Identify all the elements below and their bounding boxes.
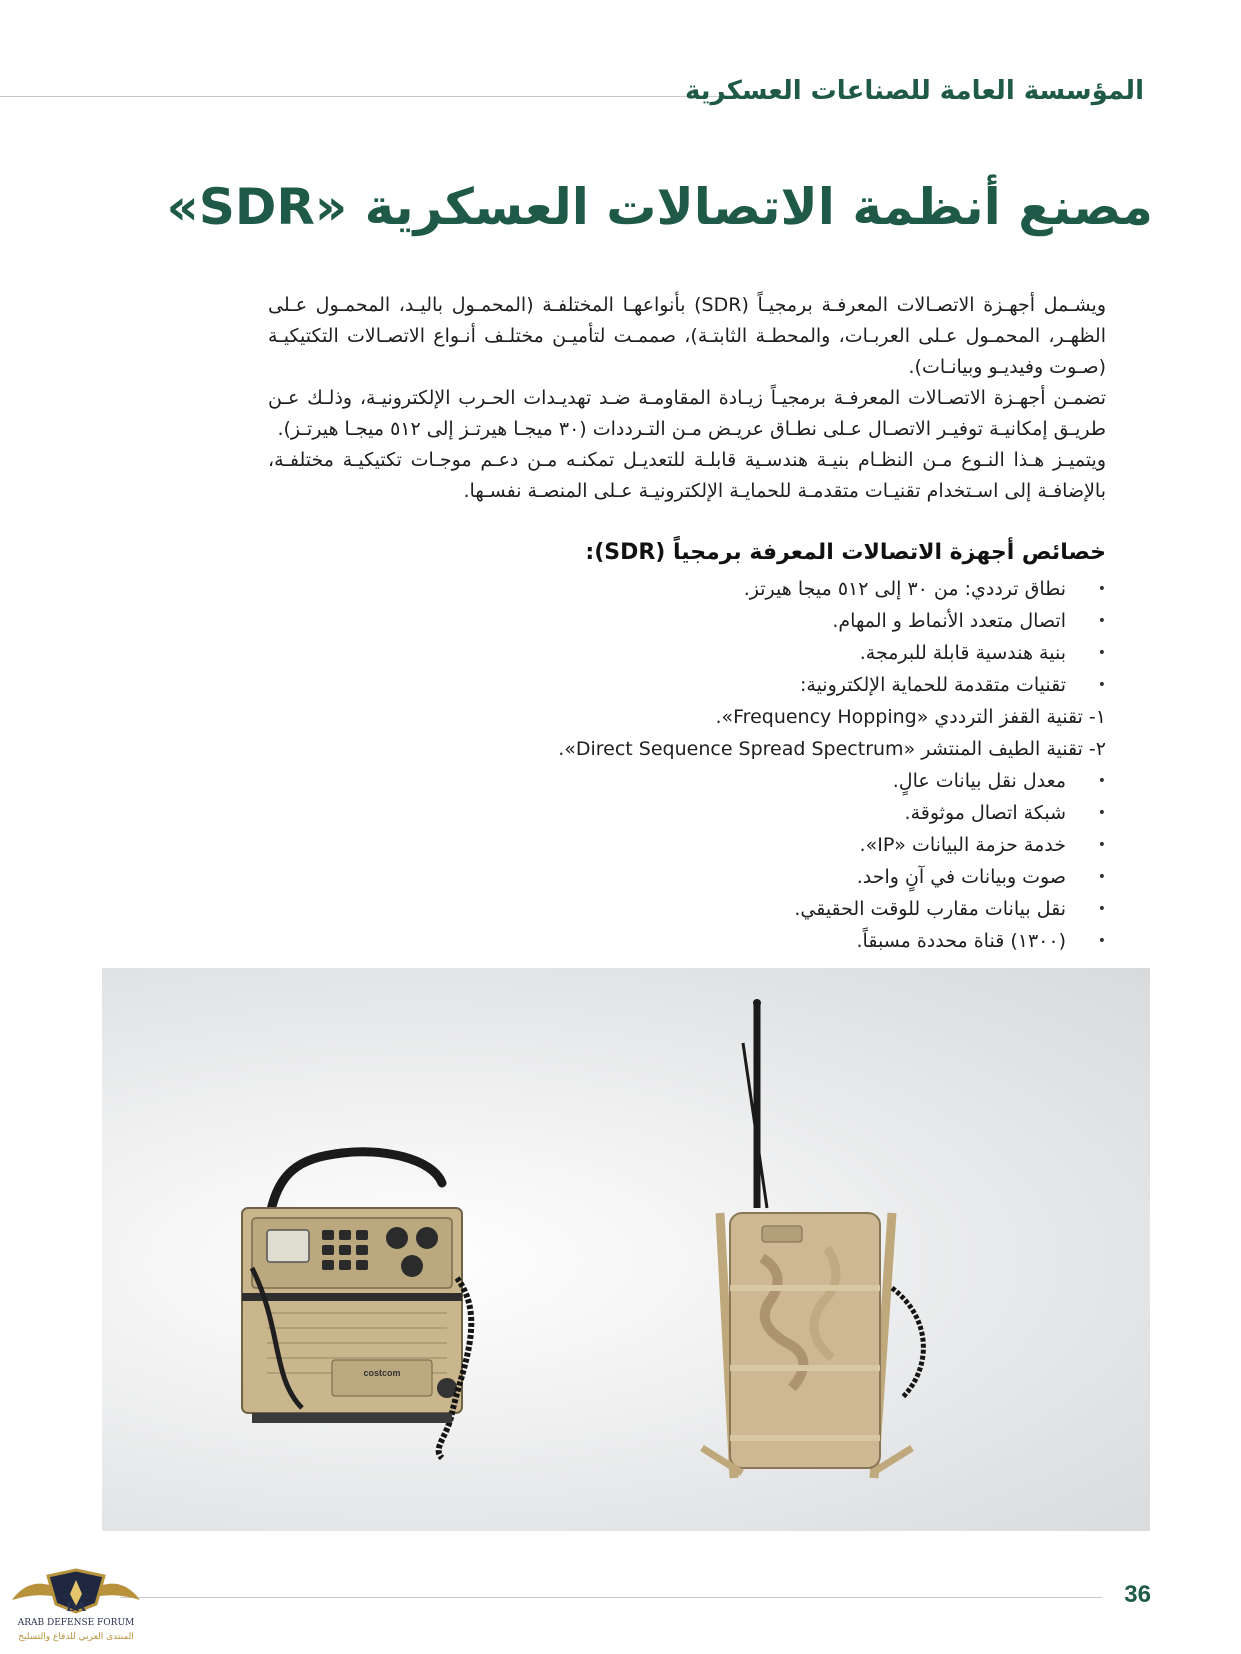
feature-item: • اتصال متعدد الأنماط و المهام. xyxy=(306,605,1106,637)
organization-name: المؤسسة العامة للصناعات العسكرية xyxy=(685,76,1144,106)
watermark-logo xyxy=(8,1564,144,1654)
intro-paragraph: ويتميـز هـذا النـوع مـن النظـام بنيـة هندسـية قابلـة للتعديـل تمكنـه مـن دعـم موجـات تكتيكيـة مختلفـة، بالإضافـة إلى اسـتخدام تقنيـات متقدمـة للحمايـة الإلكترونيـة عـلى المنصـة نفسـها. xyxy=(268,449,1106,502)
feature-item: • بنية هندسية قابلة للبرمجة. xyxy=(306,637,1106,669)
feature-item: • صوت وبيانات في آنٍ واحد. xyxy=(306,861,1106,893)
feature-item: • معدل نقل بيانات عالٍ. xyxy=(306,765,1106,797)
intro-paragraph: ويشـمل أجهـزة الاتصـالات المعرفـة برمجيـاً (SDR) بأنواعهـا المختلفـة (المحمـول باليـد، المحمـول عـلى الظهـر، المحمـول عـلى العربـات، والمحطـة الثابتـة)، صممـت لتأميـن مختلـف أنـواع الاتصـالات التكتيكيـة (صـوت وفيديـو وبيانـات). xyxy=(268,294,1106,378)
feature-item: • (١٣٠٠) قناة محددة مسبقاً. xyxy=(306,925,1106,957)
intro-paragraph: تضمـن أجهـزة الاتصـالات المعرفـة برمجيـاً زيـادة المقاومـة ضـد تهديـدات الحـرب الإلكترونيـة، وذلـك عـن طريـق إمكانيـة توفيـر الاتصـال عـلى نطـاق عريـض مـن التـرددات (٣٠ ميجـا هيرتـز إلى ٥١٢ ميجـا هيرتـز). xyxy=(268,387,1106,440)
watermark-emblem-text: DA xyxy=(66,1600,86,1614)
feature-item: • نقل بيانات مقارب للوقت الحقيقي. xyxy=(306,893,1106,925)
manpack-radio-image xyxy=(242,1152,471,1458)
feature-item: • تقنيات متقدمة للحماية الإلكترونية: xyxy=(306,669,1106,701)
features-heading: خصائص أجهزة الاتصالات المعرفة برمجياً (SDR): xyxy=(585,540,1106,565)
feature-item: • شبكة اتصال موثوقة. xyxy=(306,797,1106,829)
equipment-illustration xyxy=(102,968,1150,1531)
header-rule xyxy=(0,96,725,97)
backpack-radio-image xyxy=(702,999,923,1478)
feature-item: • خدمة حزمة البيانات «IP». xyxy=(306,829,1106,861)
page-number: 36 xyxy=(1124,1581,1151,1608)
watermark-name-en: ARAB DEFENSE FORUM xyxy=(17,1618,135,1628)
radio-brand-label: costcom xyxy=(363,1368,401,1378)
footer-rule xyxy=(120,1597,1102,1598)
watermark-name-ar: المنتدى العربي للدفاع والتسليح xyxy=(18,1632,134,1642)
intro-text xyxy=(268,290,1106,507)
equipment-photo xyxy=(102,968,1150,1531)
feature-subitem: ١- تقنية القفز الترددي «Frequency Hopping». xyxy=(715,706,1106,728)
feature-item: • نطاق ترددي: من ٣٠ إلى ٥١٢ ميجا هيرتز. xyxy=(306,573,1106,605)
feature-subitem: ٢- تقنية الطيف المنتشر «Direct Sequence Spread Spectrum». xyxy=(558,738,1106,760)
features-list xyxy=(306,573,1106,957)
page-title: مصنع أنظمة الاتصالات العسكرية «SDR» xyxy=(166,178,1153,236)
